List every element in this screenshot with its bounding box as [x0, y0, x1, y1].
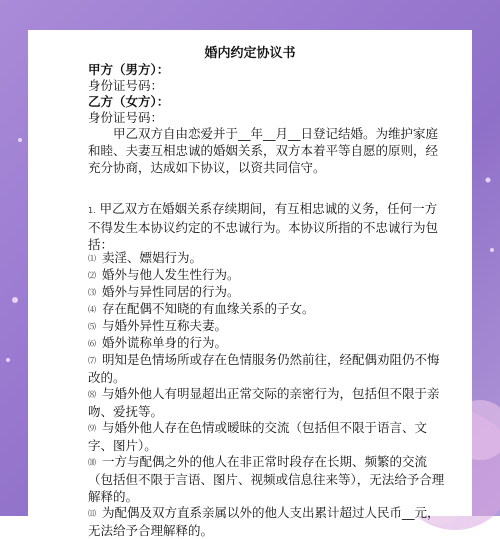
document-page — [28, 30, 472, 538]
list-item — [88, 266, 448, 284]
list-item-text: 婚外与异性同居的行为。 — [102, 284, 240, 299]
list-item-text: 为配偶及双方直系亲属以外的他人支出累计超过人民币__元，无法给予合理解释的。 — [88, 505, 440, 538]
party-b-label: 乙方（女方）： — [88, 94, 170, 109]
list-item-text: 与婚外他人有明显超出正常交际的亲密行为，包括但不限于亲吻、爱抚等。 — [88, 386, 440, 419]
document-title: 婚内约定协议书 — [204, 46, 296, 61]
list-item-text: 卖淫、嫖娼行为。 — [102, 250, 203, 265]
section-1-number: 1. — [88, 206, 96, 215]
intro-paragraph: 甲乙双方自由恋爱并于__年__月__日登记结婚。为维护家庭和睦、夫妻互相忠诚的婚姻关系，双方本着平等自愿的原则，经充分协商，达成如下协议，以资共同信守。 — [88, 126, 439, 175]
list-item — [88, 249, 448, 267]
list-item-text: 婚外谎称单身的行为。 — [102, 335, 228, 350]
list-item-number: ⑻ — [88, 390, 96, 399]
list-item-number: ⑴ — [88, 254, 96, 263]
list-item — [88, 385, 448, 420]
party-a-id-label: 身份证号码： — [88, 78, 164, 93]
list-item-text: 存在配偶不知晓的有血缘关系的子女。 — [102, 301, 315, 316]
section-1-text: 甲乙双方在婚姻关系存续期间，有互相忠诚的义务，任何一方不得发生本协议约定的不忠诚行为。本协议所指的不忠诚行为包括： — [88, 201, 439, 252]
list-item-number: ⑼ — [88, 424, 96, 433]
list-item-number: ⑵ — [88, 271, 96, 280]
list-item-text: 一方与配偶之外的他人在非正常时段存在长期、频繁的交流（包括但不限于言语、图片、视频或信息往来等），无法给予合理解释的。 — [88, 454, 445, 504]
list-item-number: ⑺ — [88, 356, 96, 365]
section-1-paragraph — [88, 200, 444, 253]
list-item-text: 与婚外他人存在色情或暧昧的交流（包括但不限于语言、文字、图片）。 — [88, 420, 428, 453]
list-item-number: ⑷ — [88, 305, 96, 314]
list-item — [88, 351, 448, 386]
list-item — [88, 317, 448, 335]
list-item-text: 婚外与他人发生性行为。 — [102, 267, 240, 282]
list-item — [88, 453, 448, 505]
list-item-text: 与婚外异性互称夫妻。 — [102, 318, 228, 333]
list-item-number: ⑸ — [88, 322, 96, 331]
list-item — [88, 283, 448, 301]
list-item-number: ⑾ — [88, 509, 96, 518]
list-item-number: ⑽ — [88, 458, 96, 467]
party-b-id-label: 身份证号码： — [88, 110, 164, 125]
list-item — [88, 419, 448, 454]
list-item-number: ⑶ — [88, 288, 96, 297]
list-item — [88, 334, 448, 352]
list-item — [88, 300, 448, 318]
list-item-number: ⑹ — [88, 339, 96, 348]
list-item — [88, 504, 448, 539]
list-item-text: 明知是色情场所或存在色情服务仍然前往，经配偶劝阻仍不悔改的。 — [88, 352, 440, 385]
party-a-label: 甲方（男方）： — [88, 62, 170, 77]
